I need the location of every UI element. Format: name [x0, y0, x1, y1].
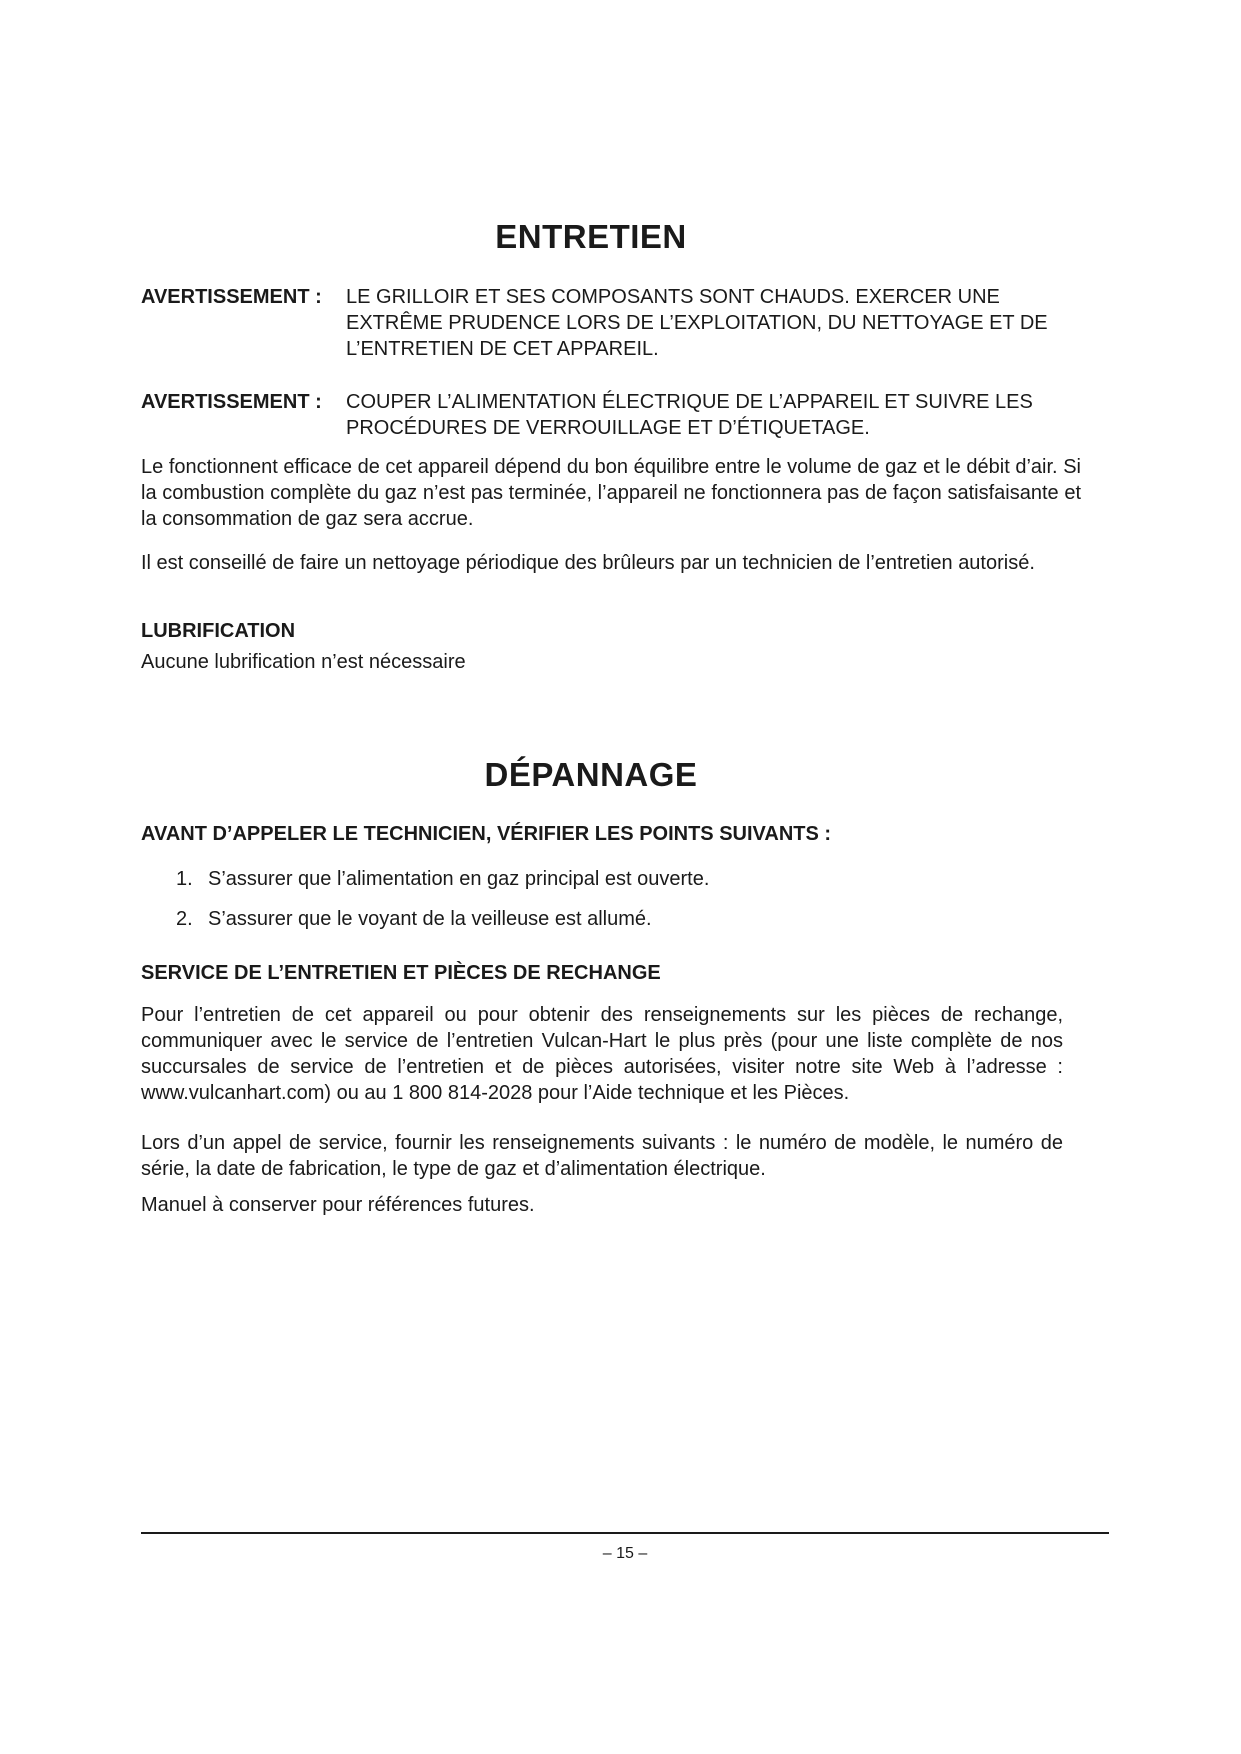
service-parts-heading: SERVICE DE L’ENTRETIEN ET PIÈCES DE RECHANGE	[141, 962, 661, 984]
efficiency-paragraph: Le fonctionnent efficace de cet appareil dépend du bon équilibre entre le volume de gaz et le débit d’air. Si la combustion complète du gaz n’est pas terminée, l’appareil ne fonctionnera pas de façon satisfaisante et la consommation de gaz sera accrue.	[141, 456, 1081, 530]
document-page	[141, 0, 1081, 1754]
list-item	[176, 908, 976, 948]
page-number: – 15 –	[602, 1545, 648, 1562]
lubrication-heading: LUBRIFICATION	[141, 620, 296, 642]
list-item-text: S’assurer que le voyant de la veilleuse est allumé.	[208, 908, 652, 930]
service-contact-paragraph: Pour l’entretien de cet appareil ou pour obtenir des renseignements sur les pièces de rechange, communiquer avec le service de l’entretien Vulcan-Hart le plus près (pour une liste complète de nos succursales de service de l’entretien et de pièces autorisées, visiter notre site Web à l’adresse : www.vulcanhart.com) ou au 1 800 814-2028 pour l’Aide technique et les Pièces.	[141, 1004, 1063, 1104]
burner-cleaning-paragraph: Il est conseillé de faire un nettoyage périodique des brûleurs par un technicien de l’entretien autorisé.	[141, 552, 1035, 574]
warning-label: AVERTISSEMENT :	[141, 286, 322, 308]
warning-label: AVERTISSEMENT :	[141, 391, 322, 413]
maintenance-title: ENTRETIEN	[495, 218, 687, 255]
pre-call-checklist	[176, 868, 976, 948]
troubleshooting-title: DÉPANNAGE	[484, 756, 698, 793]
warning-text: LE GRILLOIR ET SES COMPOSANTS SONT CHAUDS. EXERCER UNE EXTRÊME PRUDENCE LORS DE L’EXPLOITATION, DU NETTOYAGE ET DE L’ENTRETIEN DE CET APPAREIL.	[346, 286, 1048, 360]
list-item	[176, 868, 976, 908]
list-item-number: 2.	[176, 908, 193, 930]
list-item-number: 1.	[176, 868, 193, 890]
footer-divider	[141, 1532, 1109, 1534]
list-item-text: S’assurer que l’alimentation en gaz principal est ouverte.	[208, 868, 710, 890]
warning-text: COUPER L’ALIMENTATION ÉLECTRIQUE DE L’APPAREIL ET SUIVRE LES PROCÉDURES DE VERROUILLAGE ET D’ÉTIQUETAGE.	[346, 391, 1033, 439]
service-call-info-paragraph: Lors d’un appel de service, fournir les renseignements suivants : le numéro de modèle, le numéro de série, la date de fabrication, le type de gaz et d’alimentation électrique.	[141, 1132, 1063, 1180]
keep-manual-note: Manuel à conserver pour références futures.	[141, 1194, 535, 1216]
pre-call-checks-heading: AVANT D’APPELER LE TECHNICIEN, VÉRIFIER LES POINTS SUIVANTS :	[141, 823, 832, 845]
lubrication-text: Aucune lubrification n’est nécessaire	[141, 651, 466, 673]
